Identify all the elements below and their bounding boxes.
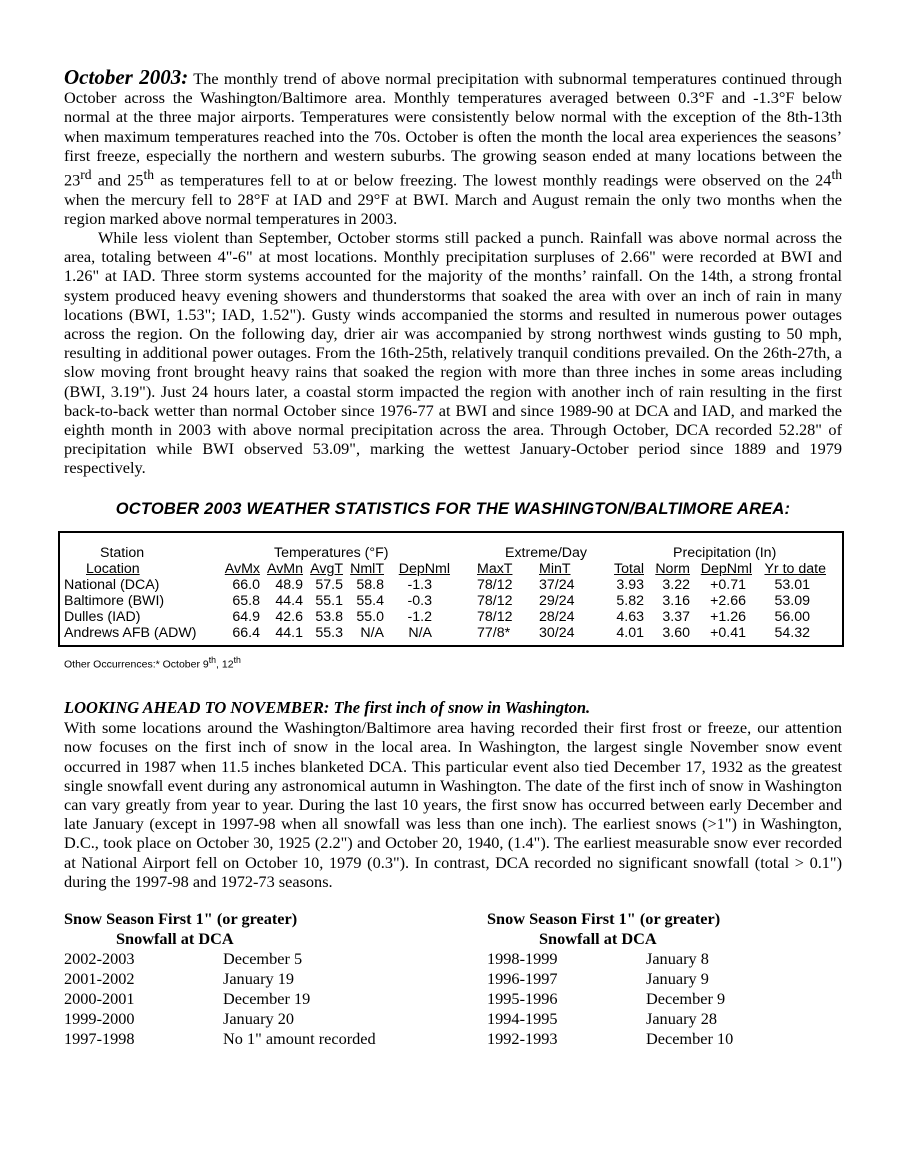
ordinal-superscript: th	[831, 167, 842, 183]
stats-cell-maxt: 78/12	[477, 608, 513, 625]
stats-footnote	[64, 655, 842, 671]
snow-season-tables	[64, 909, 842, 1059]
stats-cell-total: 5.82	[616, 592, 644, 609]
snow-table-row	[487, 1029, 827, 1049]
group-header-station: Station	[100, 544, 145, 561]
snow-table-title: Snow Season First 1" (or greater)	[487, 909, 721, 929]
footnote-text: Other Occurrences:* October 9	[64, 658, 209, 671]
snow-date: No 1" amount recorded	[223, 1029, 376, 1049]
stats-cell-nmlt: 58.8	[356, 576, 384, 593]
stats-cell-depnml-temp: -1.3	[407, 576, 432, 593]
stats-cell-avmn: 48.9	[275, 576, 303, 593]
stats-cell-ytd: 56.00	[774, 608, 810, 625]
october-title: October 2003:	[64, 65, 189, 89]
col-header-total: Total	[614, 560, 644, 577]
snow-date: January 28	[646, 1009, 717, 1029]
snow-table-row	[487, 969, 827, 989]
col-header-location: Location	[86, 560, 140, 577]
stats-row-location: Andrews AFB (ADW)	[64, 624, 197, 641]
stats-cell-norm: 3.60	[662, 624, 690, 641]
stats-cell-nmlt: 55.4	[356, 592, 384, 609]
group-header-extreme: Extreme/Day	[505, 544, 587, 561]
footnote-superscript: th	[233, 654, 241, 665]
snow-season: 2001-2002	[64, 969, 135, 989]
snow-season: 1992-1993	[487, 1029, 558, 1049]
stats-cell-ytd: 53.09	[774, 592, 810, 609]
stats-cell-norm: 3.37	[662, 608, 690, 625]
stats-cell-ytd: 53.01	[774, 576, 810, 593]
october-p1-run: The monthly trend of above normal precipitation with subnormal temperatures continued through October across the Washington/Baltimore area. Monthly temperatures averaged between 0.3°F and -1.3°F below normal at the three major airports. Temperatures were consistently below normal with the exception of the 8th-13th when maximum temperatures reached into the 70s. October is often the month the local area experiences the seasons’ first freeze, especially the northern and western suburbs. The growing season ended at many locations between the 23	[64, 69, 842, 190]
col-header-depnml-temp: DepNml	[398, 560, 450, 577]
stats-heading: OCTOBER 2003 WEATHER STATISTICS FOR THE WASHINGTON/BALTIMORE AREA:	[115, 499, 791, 518]
stats-cell-avgt: 55.3	[315, 624, 343, 641]
group-header-temperatures: Temperatures (°F)	[274, 544, 389, 561]
snow-season: 1994-1995	[487, 1009, 558, 1029]
ordinal-superscript: th	[143, 167, 155, 183]
october-paragraph-1	[64, 65, 842, 228]
stats-cell-maxt: 78/12	[477, 576, 513, 593]
snow-table-row	[64, 969, 404, 989]
stats-cell-avmx: 66.0	[232, 576, 260, 593]
snow-table-right	[487, 909, 827, 1049]
snow-date: January 19	[223, 969, 294, 989]
october-p1-run: when the mercury fell to 28°F at IAD and 29°F at BWI. March and August remain the only two months when the region marked above normal temperatures in 2003.	[64, 189, 842, 228]
col-header-depnml-precip: DepNml	[700, 560, 752, 577]
snow-date: January 8	[646, 949, 709, 969]
col-header-avmn: AvMn	[266, 560, 303, 577]
stats-cell-avmn: 44.4	[275, 592, 303, 609]
stats-cell-mint: 28/24	[539, 608, 575, 625]
stats-cell-norm: 3.22	[662, 576, 690, 593]
snow-table-row	[64, 1009, 404, 1029]
snow-table-left	[64, 909, 404, 1049]
ordinal-superscript: rd	[80, 167, 92, 183]
snow-date: December 5	[223, 949, 303, 969]
snow-date: December 10	[646, 1029, 734, 1049]
stats-cell-nmlt: 55.0	[356, 608, 384, 625]
snow-season: 1999-2000	[64, 1009, 135, 1029]
looking-ahead-heading: LOOKING AHEAD TO NOVEMBER: The first inch of snow in Washington.	[64, 698, 591, 718]
stats-cell-avmx: 65.8	[232, 592, 260, 609]
col-header-avmx: AvMx	[224, 560, 260, 577]
stats-cell-norm: 3.16	[662, 592, 690, 609]
stats-cell-depnml-temp: N/A	[408, 624, 432, 641]
footnote-text: , 12	[216, 658, 234, 671]
snow-season: 1997-1998	[64, 1029, 135, 1049]
snow-date: December 19	[223, 989, 311, 1009]
snow-season: 2002-2003	[64, 949, 135, 969]
stats-row-location: Baltimore (BWI)	[64, 592, 165, 609]
snow-season: 2000-2001	[64, 989, 135, 1009]
snow-season: 1998-1999	[487, 949, 558, 969]
stats-cell-total: 4.01	[616, 624, 644, 641]
stats-table	[58, 531, 844, 647]
stats-cell-avgt: 53.8	[315, 608, 343, 625]
col-header-avgt: AvgT	[310, 560, 343, 577]
october-paragraph-2: While less violent than September, October storms still packed a punch. Rainfall was above normal across the area, totaling between 4"-6" at most locations. Monthly precipitation surpluses of 2.66" were recorded at BWI and 1.26" at IAD. Three storm systems accounted for the majority of the months’ rainfall. On the 14th, a strong frontal system produced heavy evening showers and thunderstorms that soaked the area with over an inch of rain in many locations (BWI, 1.53"; IAD, 1.52"). Gusty winds accompanied the storms and resulted in numerous power outages across the region. On the following day, drier air was accompanied by strong northwest winds gusting to 50 mph, resulting in additional power outages. From the 16th-25th, relatively tranquil conditions prevailed. On the 26th-27th, a slow moving front brought heavy rains that soaked the region with more than three inches in some areas including (BWI, 3.19"). Just 24 hours later, a coastal storm impacted the region with another inch of rain resulting in the first back-to-back wetter than normal October since 1976-77 at BWI and since 1989-90 at DCA and IAD, and marked the eighth month in 2003 with above normal precipitation across the area. Through October, DCA recorded 52.28" of precipitation while BWI observed 53.09", marking the wettest January-October period since 1889 and 1979 respectively.	[64, 228, 842, 478]
col-header-maxt: MaxT	[477, 560, 513, 577]
stats-cell-avmx: 64.9	[232, 608, 260, 625]
snow-table-subtitle: Snowfall at DCA	[116, 929, 234, 949]
looking-ahead-paragraph: With some locations around the Washington/Baltimore area having recorded their first frost or freeze, our attention now focuses on the first inch of snow in the local area. In Washington, the largest single November snow event occurred in 1987 when 11.5 inches blanketed DCA. This particular event also tied December 17, 1932 as the greatest single snowfall event during any astronomical autumn in Washington. The date of the first inch of snow in Washington can vary greatly from year to year. During the last 10 years, the first snow has occurred between early December and late January (except in 1997-98 when all snowfall was less than one inch). The earliest snows (>1") in Washington, D.C., took place on October 30, 1925 (2.2") and October 20, 1940, (1.4"). The earliest measurable snow ever recorded at National Airport fell on October 10, 1979 (0.3"). In contrast, DCA recorded no significant snowfall (total > 0.1") during the 1997-98 and 1972-73 seasons.	[64, 718, 842, 891]
stats-cell-avgt: 57.5	[315, 576, 343, 593]
col-header-nmlt: NmlT	[350, 560, 384, 577]
stats-cell-depnml-temp: -0.3	[407, 592, 432, 609]
stats-cell-total: 4.63	[616, 608, 644, 625]
stats-cell-avmn: 42.6	[275, 608, 303, 625]
stats-cell-ytd: 54.32	[774, 624, 810, 641]
col-header-ytd: Yr to date	[764, 560, 826, 577]
snow-table-title: Snow Season First 1" (or greater)	[64, 909, 298, 929]
stats-cell-avmx: 66.4	[232, 624, 260, 641]
snow-table-row	[64, 1029, 404, 1049]
snow-table-subtitle: Snowfall at DCA	[539, 929, 657, 949]
stats-cell-depnml-temp: -1.2	[407, 608, 432, 625]
stats-cell-mint: 30/24	[539, 624, 575, 641]
stats-row-location: National (DCA)	[64, 576, 160, 593]
snow-season: 1996-1997	[487, 969, 558, 989]
snow-table-row	[487, 949, 827, 969]
october-p1-run: as temperatures fell to at or below freezing. The lowest monthly readings were observed on the 24	[154, 170, 832, 190]
stats-cell-maxt: 78/12	[477, 592, 513, 609]
group-header-precipitation: Precipitation (In)	[673, 544, 777, 561]
stats-cell-depnml-precip: +0.71	[710, 576, 746, 593]
snow-table-row	[487, 1009, 827, 1029]
snow-season: 1995-1996	[487, 989, 558, 1009]
stats-cell-avmn: 44.1	[275, 624, 303, 641]
stats-cell-nmlt: N/A	[360, 624, 384, 641]
stats-cell-maxt: 77/8*	[477, 624, 511, 641]
snow-date: December 9	[646, 989, 726, 1009]
newsletter-page	[64, 65, 842, 1059]
october-p1-run: and 25	[91, 170, 144, 190]
stats-row-location: Dulles (IAD)	[64, 608, 141, 625]
stats-cell-depnml-precip: +2.66	[710, 592, 746, 609]
snow-table-row	[487, 989, 827, 1009]
col-header-mint: MinT	[539, 560, 571, 577]
snow-date: January 9	[646, 969, 709, 989]
snow-table-row	[64, 989, 404, 1009]
stats-cell-mint: 37/24	[539, 576, 575, 593]
stats-cell-total: 3.93	[616, 576, 644, 593]
stats-cell-depnml-precip: +0.41	[710, 624, 746, 641]
stats-cell-mint: 29/24	[539, 592, 575, 609]
col-header-norm: Norm	[655, 560, 690, 577]
footnote-superscript: th	[208, 654, 217, 665]
snow-table-row	[64, 949, 404, 969]
snow-date: January 20	[223, 1009, 294, 1029]
stats-cell-avgt: 55.1	[315, 592, 343, 609]
stats-cell-depnml-precip: +1.26	[710, 608, 746, 625]
